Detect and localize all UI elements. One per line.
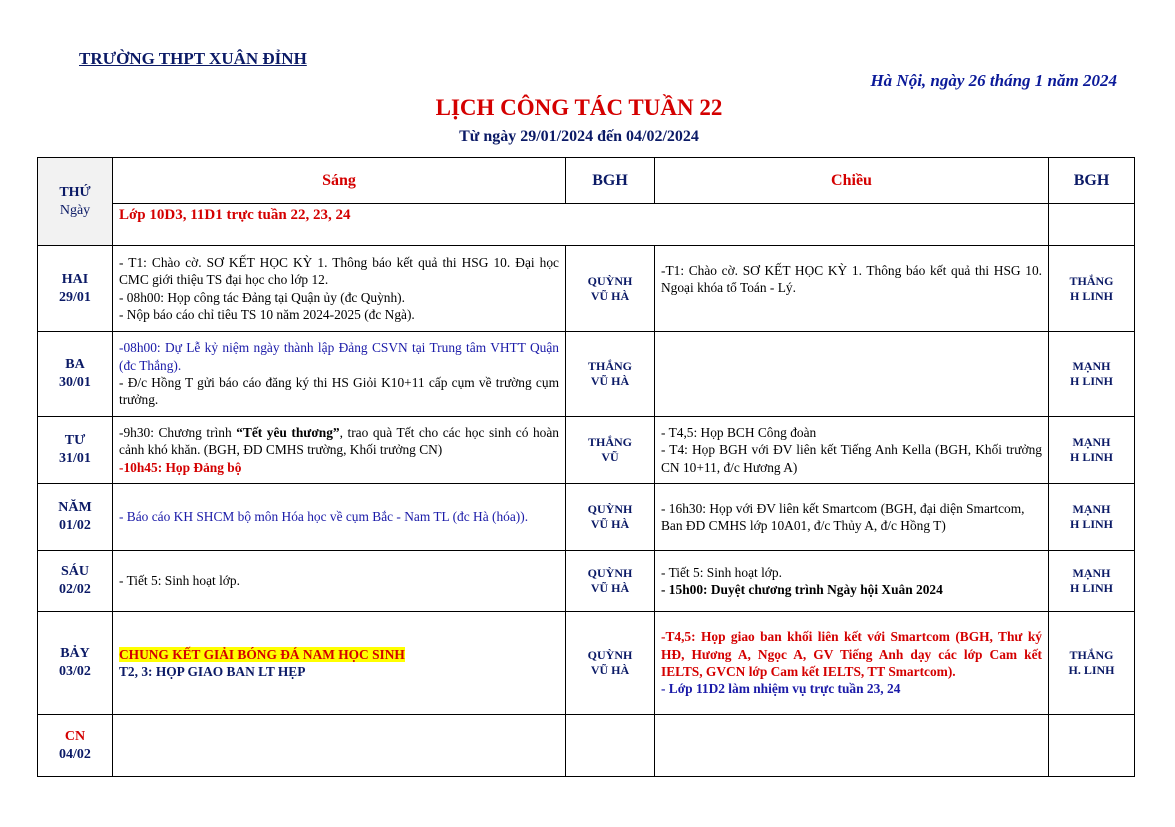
morning-item: T2, 3: HỌP GIAO BAN LT HẸP [119, 664, 306, 679]
morning-item: -08h00: Dự Lễ kỷ niệm ngày thành lập Đảng CSVN tại Trung tâm VHTT Quận (đc Thắng). [119, 340, 559, 373]
bgh-morning-cell [566, 551, 655, 612]
day-date: 03/02 [59, 664, 91, 679]
bgh-name: H LINH [1069, 288, 1113, 303]
bgh-name: MẠNH [1072, 566, 1111, 580]
table-row [38, 612, 1135, 715]
day-cell [38, 417, 113, 484]
bgh-morning-cell [566, 332, 655, 417]
day-date: 04/02 [59, 746, 91, 762]
bgh-afternoon-cell [1049, 417, 1135, 484]
afternoon-item: - 15h00: Duyệt chương trình Ngày hội Xuân 2024 [661, 582, 943, 597]
day-cell [38, 332, 113, 417]
bgh-name: VŨ HÀ [590, 663, 630, 677]
afternoon-cell [655, 417, 1049, 484]
day-date: 01/02 [59, 518, 91, 533]
afternoon-item: -T4,5: Họp giao ban khối liên kết với Smartcom (BGH, Thư ký HĐ, Hương A, Ngọc A, GV Tiếng Anh dạy các lớp Cam kết IELTS, GVCN lớp Cam kết IELTS, TT Smartcom). [661, 629, 1042, 679]
bgh-afternoon-cell [1049, 551, 1135, 612]
morning-item: - 08h00: Họp công tác Đảng tại Quận ủy (đc Quỳnh). [119, 289, 405, 305]
bgh-morning-cell [566, 612, 655, 715]
morning-item: - T1: Chào cờ. SƠ KẾT HỌC KỲ 1. Thông báo kết quả thi HSG 10. Đại học CMC giới thiệu TS đại học cho lớp 12. [119, 254, 559, 288]
school-name: TRƯỜNG THPT XUÂN ĐỈNH [79, 49, 307, 68]
day-date: 30/01 [59, 375, 91, 390]
bgh-afternoon-cell [1049, 612, 1135, 715]
afternoon-cell [655, 551, 1049, 612]
bgh-name: QUỲNH [587, 566, 633, 580]
bgh-morning-cell [566, 715, 655, 777]
morning-item: - Tiết 5: Sinh hoạt lớp. [119, 573, 240, 589]
bgh-name: VŨ HÀ [590, 374, 630, 388]
morning-item: - Báo cáo KH SHCM bộ môn Hóa học về cụm Bắc - Nam TL (đc Hà (hóa)). [119, 509, 529, 525]
day-name: CN [64, 728, 86, 744]
day-cell [38, 246, 113, 332]
bgh-name: H. LINH [1068, 663, 1115, 677]
bgh-morning-cell [566, 484, 655, 551]
day-cell [38, 484, 113, 551]
bgh-name: MẠNH [1072, 502, 1111, 516]
day-header-top: THỨ [59, 184, 91, 200]
afternoon-header: Chiều [655, 158, 1049, 204]
afternoon-item: - T4: Họp BGH với ĐV liên kết Tiếng Anh Kella (BGH, Khối trưởng CN 10+11, đ/c Hương A) [661, 442, 1042, 475]
day-cell [38, 715, 113, 777]
bgh-name: THẮNG [1069, 648, 1114, 662]
table-row [38, 551, 1135, 612]
date-range: Từ ngày 29/01/2024 đến 04/02/2024 [459, 128, 699, 145]
morning-item: - Đ/c Hồng T gửi báo cáo đăng ký thi HS Giỏi K10+11 cấp cụm về trường cụm trưởng. [119, 375, 559, 408]
morning-item: CHUNG KẾT GIẢI BÓNG ĐÁ NAM HỌC SINH [119, 646, 405, 662]
day-cell [38, 612, 113, 715]
day-name: BA [65, 357, 85, 372]
morning-cell [113, 715, 566, 777]
afternoon-item: - 16h30: Họp với ĐV liên kết Smartcom (BGH, đại diện Smartcom, Ban ĐD CMHS lớp 10A01, đ/c Thủy A, đ/c Hồng T) [661, 500, 1025, 533]
afternoon-cell [655, 612, 1049, 715]
bgh-name: VŨ HÀ [590, 581, 630, 595]
afternoon-cell [655, 246, 1049, 332]
bgh-afternoon-cell [1049, 715, 1135, 777]
afternoon-cell [655, 332, 1049, 417]
table-row [38, 332, 1135, 417]
schedule-table [37, 157, 1135, 777]
day-name: SÁU [60, 564, 89, 579]
day-name: NĂM [58, 500, 92, 515]
bgh-name: H LINH [1069, 374, 1113, 388]
afternoon-cell [655, 715, 1049, 777]
bgh-name: THẮNG [587, 359, 632, 373]
bgh-morning-cell [566, 246, 655, 332]
duty-note: Lớp 10D3, 11D1 trực tuần 22, 23, 24 [113, 204, 1049, 246]
bgh-name: VŨ HÀ [590, 517, 630, 531]
afternoon-cell [655, 484, 1049, 551]
table-row [38, 417, 1135, 484]
day-column-header [38, 158, 113, 246]
bgh-name: THẮNG [587, 435, 632, 449]
morning-cell [113, 551, 566, 612]
morning-header: Sáng [113, 158, 566, 204]
table-row [38, 715, 1135, 777]
bgh-name: THẮNG [1069, 273, 1114, 288]
bgh-name: QUỲNH [587, 273, 633, 288]
day-header-bottom: Ngày [59, 202, 91, 218]
morning-cell [113, 612, 566, 715]
bgh-afternoon-cell [1049, 246, 1135, 332]
bgh-name: H LINH [1069, 517, 1113, 531]
bgh-name: VŨ [601, 450, 619, 464]
bgh-name: QUỲNH [587, 502, 633, 516]
morning-cell [113, 332, 566, 417]
bgh-name: MẠNH [1072, 359, 1111, 373]
morning-cell [113, 417, 566, 484]
day-cell [38, 551, 113, 612]
morning-item: -9h30: Chương trình “Tết yêu thương”, trao quà Tết cho các học sinh có hoàn cảnh khó khăn. (BGH, ĐD CMHS trường, Khối trưởng CN) [119, 424, 560, 458]
bgh-name: H LINH [1069, 450, 1113, 464]
duty-note-blank [1049, 204, 1135, 246]
afternoon-item: - T4,5: Họp BCH Công đoàn [661, 424, 817, 440]
bgh-afternoon-cell [1049, 332, 1135, 417]
dateline: Hà Nội, ngày 26 tháng 1 năm 2024 [870, 71, 1117, 90]
morning-item: - Nộp báo cáo chỉ tiêu TS 10 năm 2024-2025 (đc Ngà). [119, 306, 415, 322]
day-date: 31/01 [59, 451, 91, 466]
bgh-name: MẠNH [1072, 435, 1111, 449]
bgh-morning-header: BGH [566, 158, 655, 204]
afternoon-item: - Lớp 11D2 làm nhiệm vụ trực tuần 23, 24 [661, 681, 901, 697]
afternoon-item: -T1: Chào cờ. SƠ KẾT HỌC KỲ 1. Thông báo kết quả thi HSG 10. Ngoại khóa tổ Toán - Lý. [661, 263, 1042, 296]
bgh-name: VŨ HÀ [590, 288, 630, 303]
day-date: 29/01 [59, 289, 91, 305]
morning-cell [113, 484, 566, 551]
day-name: HAI [61, 271, 89, 287]
morning-cell [113, 246, 566, 332]
day-date: 02/02 [59, 582, 91, 597]
afternoon-item: - Tiết 5: Sinh hoạt lớp. [661, 564, 782, 580]
morning-item: -10h45: Họp Đảng bộ [119, 459, 242, 475]
day-name: TƯ [64, 433, 86, 448]
table-row [38, 484, 1135, 551]
day-name: BẢY [60, 646, 90, 661]
bgh-afternoon-header: BGH [1049, 158, 1135, 204]
table-row [38, 246, 1135, 332]
page-title: LỊCH CÔNG TÁC TUẦN 22 [435, 95, 723, 120]
bgh-name: QUỲNH [587, 648, 633, 662]
bgh-name: H LINH [1069, 581, 1113, 595]
bgh-afternoon-cell [1049, 484, 1135, 551]
bgh-morning-cell [566, 417, 655, 484]
